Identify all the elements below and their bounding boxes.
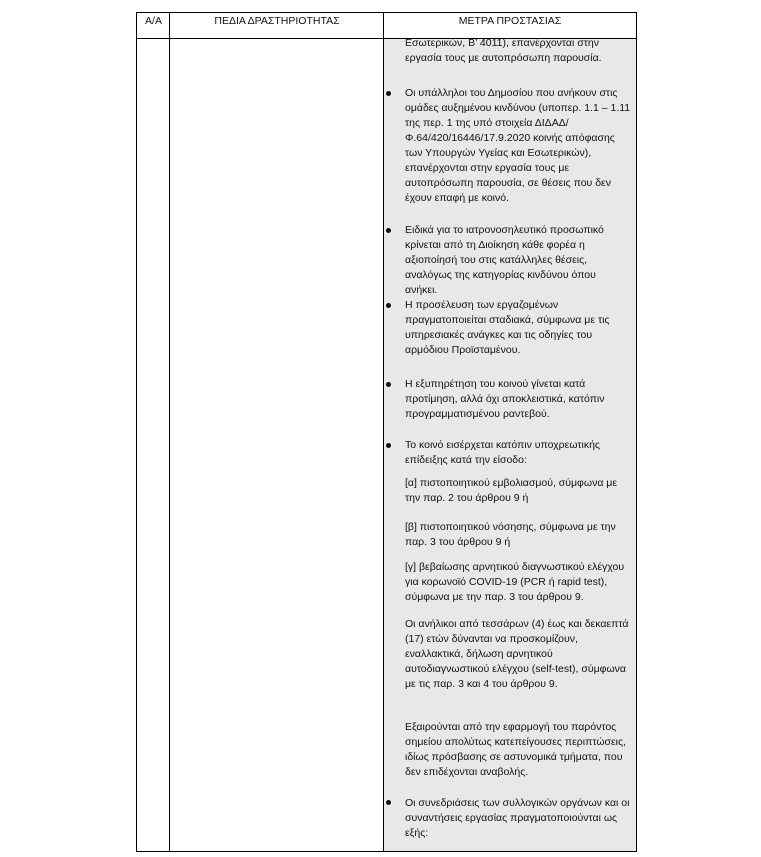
measure-item: Οι συνεδριάσεις των συλλογικών οργάνων και οι συναντήσεις εργασίας πραγματοποιούνται ως εξής: — [405, 797, 630, 839]
measure-subitem: [γ] βεβαίωσης αρνητικού διαγνωστικού ελέγχου για κορωνοϊό COVID-19 (PCR ή rapid test), σύμφωνα με την παρ. 3 του άρθρου 9. — [405, 561, 625, 603]
bullet-icon — [386, 443, 391, 448]
measure-item: Ειδικά για το ιατρονοσηλευτικό προσωπικό κρίνεται από τη Διοίκηση κάθε φορέα η αξιοποίησή του στις κατάλληλες θέσεις, αναλόγως της κατηγορίας κινδύνου όπου ανήκει. — [405, 224, 604, 296]
measure-item: Η προσέλευση των εργαζομένων πραγματοποιείται σταδιακά, σύμφωνα με τις υπηρεσιακές ανάγκες και τις οδηγίες του αρμόδιου Προϊσταμένου. — [405, 299, 610, 356]
measure-subitem: Εξαιρούνται από την εφαρμογή του παρόντος σημείου απολύτως κατεπείγουσες περιπτώσεις, ιδίως πρόσβασης σε αστυνομικά τμήματα, που δεν επιδέχονται αναβολής. — [405, 721, 626, 778]
measure-paragraph: Εσωτερικών, Β’ 4011), επανέρχονται στην εργασία τους με αυτοπρόσωπη παρουσία. — [405, 37, 602, 64]
bullet-icon — [386, 228, 391, 233]
measure-item: Το κοινό εισέρχεται κατόπιν υποχρεωτικής επίδειξης κατά την είσοδο: — [405, 439, 600, 466]
bullet-icon — [386, 800, 391, 805]
bullet-icon — [386, 382, 391, 387]
header-activity-fields: ΠΕΔΙΑ ΔΡΑΣΤΗΡΙΟΤΗΤΑΣ — [214, 15, 340, 27]
measure-item: Η εξυπηρέτηση του κοινού γίνεται κατά προτίμηση, αλλά όχι αποκλειστικά, κατόπιν προγραμματισμένου ραντεβού. — [405, 378, 605, 420]
bullet-icon — [386, 91, 391, 96]
measure-item: Οι υπάλληλοι του Δημοσίου που ανήκουν στις ομάδες αυξημένου κινδύνου (υποπερ. 1.1 – 1.11 της περ. 1 της υπό στοιχεία ΔΙΔΑΔ/Φ.64/420/16446/17.9.2020 κοινής απόφασης των Υπουργών Υγείας και Εσωτερικών), επανέρχονται στην εργασία τους με αυτοπρόσωπη παρουσία, σε θέσεις που δεν έχουν επαφή με κοινό. — [405, 87, 631, 204]
measure-subitem: [α] πιστοποιητικού εμβολιασμού, σύμφωνα με την παρ. 2 του άρθρου 9 ή — [405, 477, 618, 504]
bullet-icon — [386, 303, 391, 308]
measure-subitem: Οι ανήλικοι από τεσσάρων (4) έως και δεκαεπτά (17) ετών δύνανται να προσκομίζουν, εναλλακτικά, δήλωση αρνητικού αυτοδιαγνωστικού ελέγχου (self-test), σύμφωνα με τις παρ. 3 και 4 του άρθρου 9. — [405, 618, 629, 690]
header-protection-measures: ΜΕΤΡΑ ΠΡΟΣΤΑΣΙΑΣ — [458, 15, 562, 27]
measure-subitem: [β] πιστοποιητικού νόσησης, σύμφωνα με την παρ. 3 του άρθρου 9 ή — [405, 521, 616, 548]
header-aa: Α/Α — [145, 15, 162, 27]
column-divider — [169, 13, 170, 851]
